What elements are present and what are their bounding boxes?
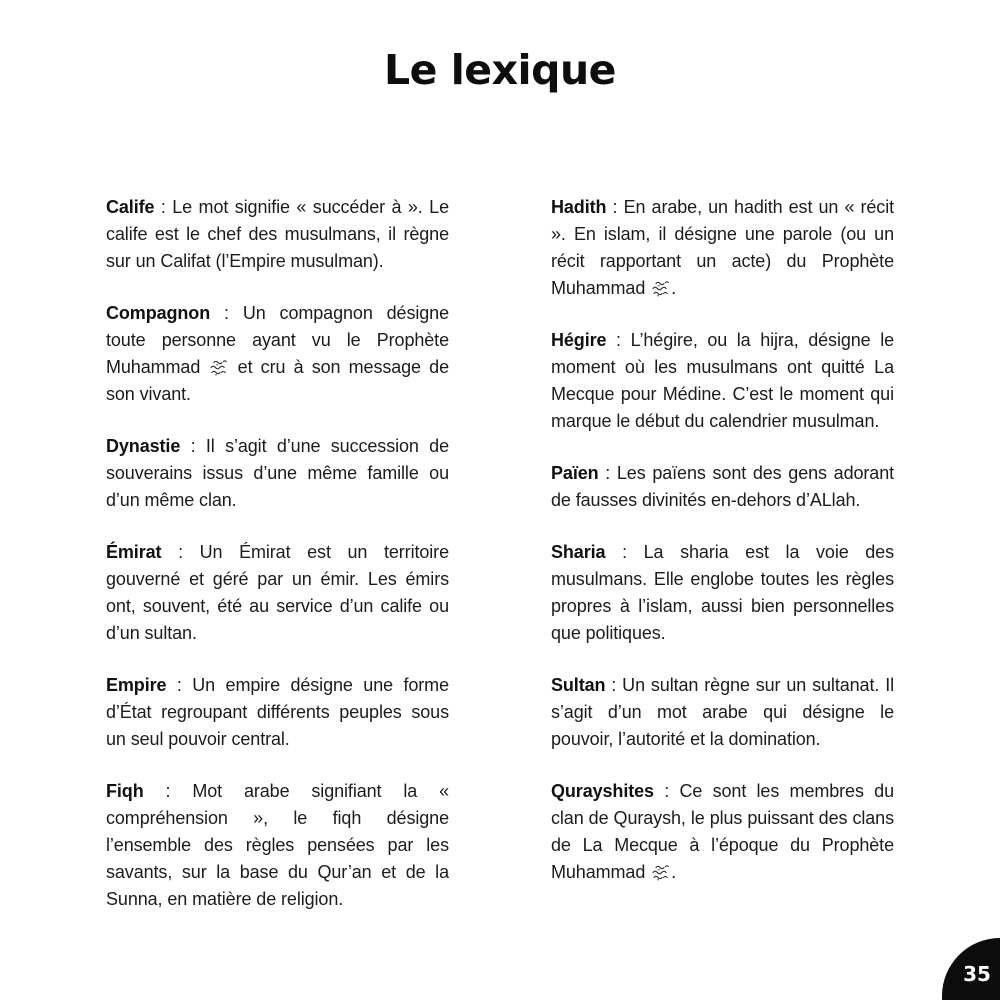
glossary-entry	[551, 672, 894, 753]
glossary-term: Hégire	[551, 330, 607, 350]
glossary-columns	[0, 194, 1000, 938]
glossary-term: Qurayshites	[551, 781, 654, 801]
glossary-definition: Ce sont les membres du clan de Quraysh, le plus puissant des clans de La Mecque à l’époque du Prophète Muhammad .	[551, 781, 895, 882]
glossary-entry	[106, 300, 449, 408]
glossary-entry	[106, 194, 449, 275]
glossary-term: Hadith	[551, 197, 607, 217]
glossary-definition: Mot arabe signifiant la « compréhension », le fiqh désigne l’ensemble des règles pensées par les savants, sur la base du Qur’an et de la Sunna, en matière de religion.	[106, 781, 449, 909]
glossary-definition: Un compagnon désigne toute personne ayant vu le Prophète Muhammad et cru à son message de son vivant.	[106, 303, 450, 404]
glossary-definition: Un empire désigne une forme d’État regroupant différents peuples sous un seul pouvoir central.	[106, 675, 449, 749]
term-separator: :	[180, 436, 206, 456]
glossary-column-right	[551, 194, 894, 938]
glossary-term: Compagnon	[106, 303, 211, 323]
glossary-term: Sharia	[551, 542, 606, 562]
saw-honorific-icon	[650, 864, 671, 881]
glossary-term: Calife	[106, 197, 155, 217]
glossary-term: Dynastie	[106, 436, 181, 456]
glossary-entry	[551, 539, 894, 647]
term-separator: :	[606, 330, 631, 350]
glossary-entry	[551, 460, 894, 514]
page-number: 35	[963, 962, 991, 986]
glossary-entry	[551, 778, 894, 886]
glossary-term: Émirat	[106, 542, 162, 562]
glossary-definition: Le mot signifie « succéder à ». Le calife est le chef des musulmans, il règne sur un Califat (l’Empire musulman).	[106, 197, 449, 271]
saw-honorific-icon	[208, 359, 229, 376]
term-separator: :	[605, 542, 644, 562]
glossary-entry	[106, 539, 449, 647]
glossary-definition: Un sultan règne sur un sultanat. Il s’agit d’un mot arabe qui désigne le pouvoir, l’autorité et la domination.	[551, 675, 894, 749]
term-separator: :	[210, 303, 243, 323]
glossary-definition: L’hégire, ou la hijra, désigne le moment où les musulmans ont quitté La Mecque pour Médine. C’est le moment qui marque le début du calendrier musulman.	[551, 330, 895, 431]
glossary-definition: Un Émirat est un territoire gouverné et géré par un émir. Les émirs ont, souvent, été au service d’un calife ou d’un sultan.	[106, 542, 449, 643]
term-separator: :	[154, 197, 173, 217]
glossary-entry	[551, 194, 894, 302]
page-title: Le lexique	[384, 46, 616, 94]
term-separator: :	[605, 675, 623, 695]
term-separator: :	[606, 197, 624, 217]
glossary-entry	[551, 327, 894, 435]
glossary-term: Païen	[551, 463, 599, 483]
glossary-definition: Il s’agit d’une succession de souverains issus d’une même famille ou d’un même clan.	[106, 436, 450, 510]
term-separator: :	[598, 463, 617, 483]
glossary-term: Empire	[106, 675, 167, 695]
page-number-badge	[942, 938, 1000, 1000]
saw-honorific-icon	[650, 280, 671, 297]
glossary-column-left	[106, 194, 449, 938]
glossary-definition: En arabe, un hadith est un « récit ». En islam, il désigne une parole (ou un récit rapportant un acte) du Prophète Muhammad .	[551, 197, 894, 298]
glossary-definition: La sharia est la voie des musulmans. Elle englobe toutes les règles propres à l’islam, aussi bien personnelles que politiques.	[551, 542, 894, 643]
term-separator: :	[143, 781, 193, 801]
glossary-definition: Les païens sont des gens adorant de fausses divinités en-dehors d’ALlah.	[551, 463, 895, 510]
term-separator: :	[653, 781, 680, 801]
glossary-term: Fiqh	[106, 781, 144, 801]
glossary-term: Sultan	[551, 675, 606, 695]
glossary-entry	[106, 778, 449, 913]
glossary-entry	[106, 433, 449, 514]
term-separator: :	[161, 542, 200, 562]
glossary-entry	[106, 672, 449, 753]
term-separator: :	[166, 675, 193, 695]
